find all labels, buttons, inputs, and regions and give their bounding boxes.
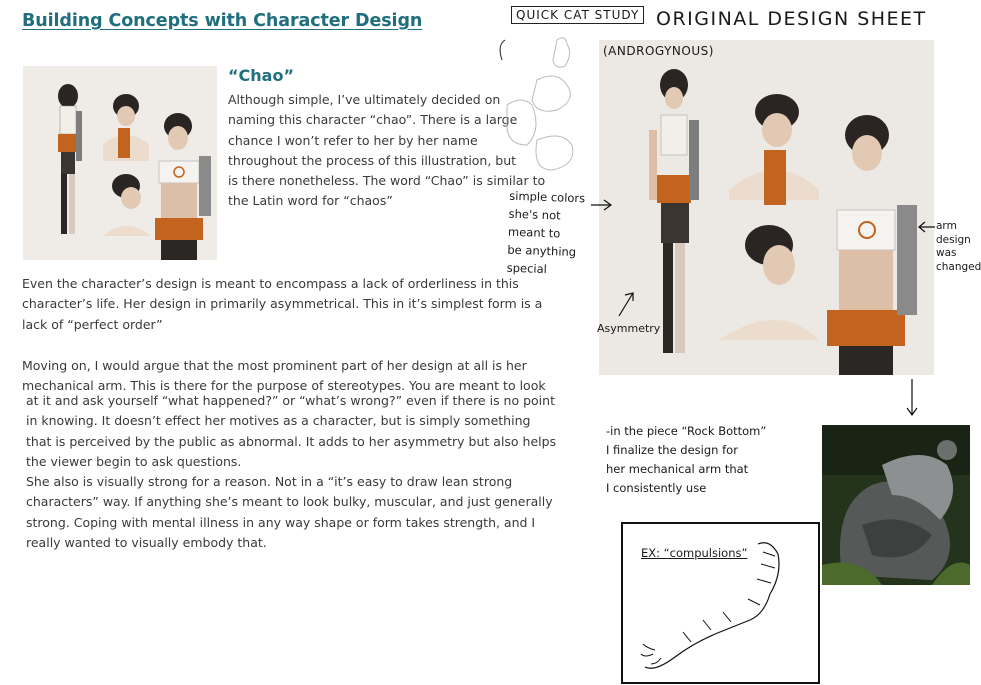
page-title[interactable]: Building Concepts with Character Design	[22, 11, 423, 31]
body-line: at it and ask yourself “what happened?” or “what’s wrong?” even if there is no point	[26, 393, 555, 408]
note-line: was	[936, 247, 957, 259]
quick-cat-study-label: QUICK CAT STUDY	[511, 6, 644, 24]
arrow-down-icon	[904, 378, 920, 418]
simple-colors-note	[506, 187, 585, 280]
note-line: -in the piece “Rock Bottom”	[606, 424, 767, 438]
note-line: arm	[936, 220, 957, 232]
body-line: strong. Coping with mental illness in any way shape or form takes strength, and I	[26, 514, 536, 530]
note-line: I finalize the design for	[606, 443, 738, 457]
arrow-icon	[590, 198, 614, 212]
note-line: special	[506, 260, 548, 277]
body-line: the viewer begin to ask questions.	[26, 453, 242, 469]
note-line: be anything	[507, 242, 577, 260]
section-heading: “Chao”	[228, 66, 294, 85]
body-line: mechanical arm. This is there for the purpose of stereotypes. You are meant to look	[22, 378, 546, 394]
compulsions-sketch	[621, 522, 820, 684]
note-line: I consistently use	[606, 481, 707, 495]
body-line: lack of “perfect order”	[22, 316, 163, 332]
note-line: she's not	[508, 206, 561, 223]
intro-paragraph	[228, 90, 546, 215]
intro-line: throughout the process of this illustration, but	[228, 152, 517, 168]
asymmetry-note: Asymmetry	[597, 322, 661, 335]
body-line: Even the character’s design is meant to encompass a lack of orderliness in this	[22, 276, 519, 291]
body-line: in knowing. It doesn’t effect her motives as a character, but is simply something	[26, 413, 531, 429]
original-design-sheet-label: ORIGINAL DESIGN SHEET	[656, 8, 927, 30]
arrow-up-icon	[616, 290, 638, 318]
body-line: Moving on, I would argue that the most prominent part of her design at all is her	[22, 358, 527, 373]
note-line: meant to	[507, 224, 561, 241]
rock-bottom-note	[606, 422, 766, 498]
body-line: that is perceived by the public as abnormal. It adds to her asymmetry but also helps	[26, 433, 557, 449]
ex-label: EX: “compulsions”	[641, 546, 748, 560]
body-line: She also is visually strong for a reason. Not in a “it’s easy to draw lean strong	[26, 474, 513, 490]
arm-design-note	[936, 220, 981, 274]
intro-line: the Latin word for “chaos”	[228, 193, 393, 209]
note-line: design	[936, 233, 971, 246]
character-thumbnail	[23, 66, 217, 260]
note-line: her mechanical arm that	[606, 462, 749, 476]
rock-bottom-image	[822, 425, 970, 585]
body-line: character’s life. Her design in primarily asymmetrical. This in it’s simplest form is a	[22, 296, 543, 312]
note-line: changed	[936, 260, 981, 273]
note-line: simple colors	[509, 188, 586, 206]
intro-line: naming this character “chao”. There is a large	[228, 112, 518, 128]
arrow-left-icon	[918, 220, 936, 234]
androgynous-label: (ANDROGYNOUS)	[603, 44, 714, 58]
intro-line: chance I won’t refer to her by her name	[228, 132, 478, 148]
body-line: really wanted to visually embody that.	[26, 535, 267, 551]
cat-sketches	[497, 25, 597, 185]
intro-line: is there nonetheless. The word “Chao” is similar to	[228, 173, 546, 189]
intro-line: Although simple, I’ve ultimately decided on	[228, 92, 501, 107]
paragraph-arm-continued	[26, 391, 556, 553]
paragraph-design	[22, 274, 542, 335]
body-line: characters” way. If anything she’s meant to look bulky, muscular, and just generally	[26, 494, 553, 510]
